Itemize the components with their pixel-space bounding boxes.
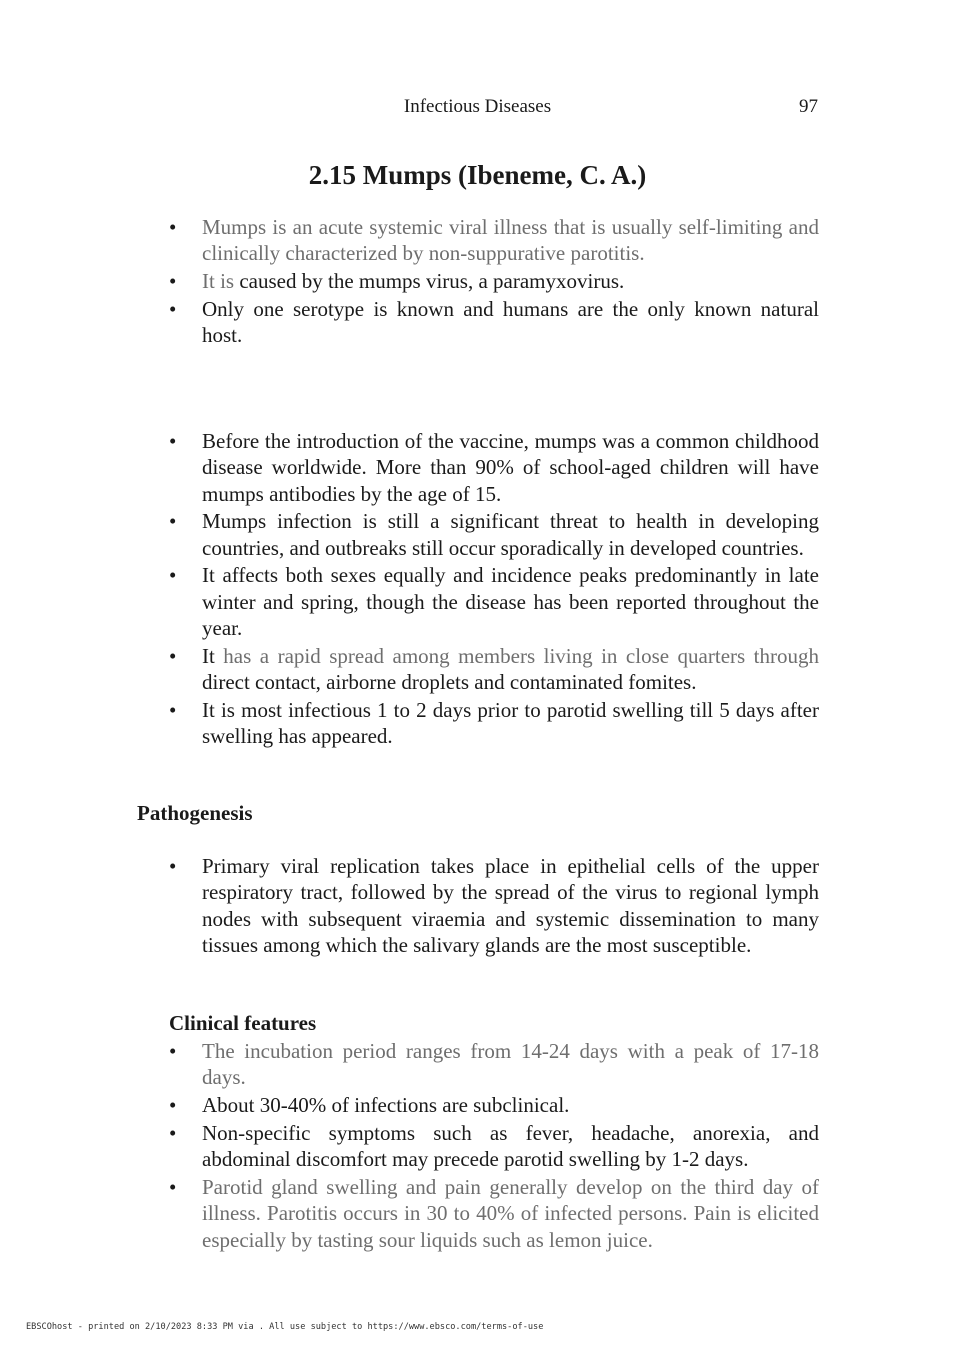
bullet-icon: • [169,1174,177,1199]
bullet-icon: • [169,509,177,534]
list-item [169,1092,819,1118]
list-item-text-faded: has a rapid spread among members living in close quarters through [214,643,819,668]
bullet-icon: • [169,215,177,239]
bullet-icon: • [169,296,177,321]
list-item-text: Non-specific symptoms such as fever, headache, anorexia, and abdominal discomfort may precede parotid swelling by 1-2 days. [202,1120,819,1172]
list-item [169,562,819,641]
bullet-icon: • [169,1093,177,1118]
bullet-icon: • [169,429,177,453]
page-number: 97 [799,96,818,117]
section-heading-pathogenesis: Pathogenesis [137,801,253,825]
list-item-text: About 30-40% of infections are subclinical. [202,1093,570,1118]
list-item [169,1174,819,1253]
section-heading-clinical-features: Clinical features [169,1011,317,1035]
list-item-text: Mumps infection is still a significant threat to health in developing countries, and outbreaks still occur sporadically in developed countries. [202,509,819,560]
pathogenesis-list [169,853,819,960]
list-item-text: It [202,643,215,668]
clinical-features-list [169,1038,819,1254]
list-item-text: Parotid gland swelling and pain generally develop on the third day of illness. Parotitis occurs in 30 to 40% of infected persons. Pain is elicited especially by tasting sour liquids such as lemon juice. [202,1174,819,1252]
list-item-text: The incubation period ranges from 14-24 days with a peak of 17-18 days. [202,1039,819,1090]
list-item-text: Before the introduction of the vaccine, mumps was a common childhood disease worldwide. More than 90% of school-aged children will have mumps antibodies by the age of 15. [202,429,819,506]
list-item-text: caused by the mumps virus, a paramyxovirus. [234,269,625,294]
list-item-text: Mumps is an acute systemic viral illness that is usually self-limiting and clinically characterized by non-suppurative parotitis. [202,215,819,266]
bullet-icon: • [169,697,177,722]
list-item [169,697,819,750]
bullet-icon: • [169,643,177,668]
chapter-title: 2.15 Mumps (Ibeneme, C. A.) [308,160,647,190]
bullet-icon: • [169,854,177,878]
bullet-icon: • [169,269,177,294]
list-item [169,296,819,349]
running-head [0,96,955,122]
list-item [169,508,819,561]
running-title: Infectious Diseases [403,96,552,117]
list-item [169,1120,819,1173]
ebsco-footer: EBSCOhost - printed on 2/10/2023 8:33 PM via . All use subject to https://www.ebsco.com/terms-of-use [26,1322,544,1332]
list-item [169,428,819,507]
list-item-text: Only one serotype is known and humans are the only known natural host. [202,296,819,348]
intro-list [169,214,819,350]
list-item-text: Primary viral replication takes place in epithelial cells of the upper respiratory tract, followed by the spread of the virus to regional lymph nodes with subsequent viraemia and systemic dissemination to many tissues among which the salivary glands are the most susceptible. [202,854,819,957]
list-item-text: It is most infectious 1 to 2 days prior to parotid swelling till 5 days after swelling has appeared. [202,697,819,749]
list-item-text-faded: It is [202,269,235,294]
bullet-icon: • [169,563,177,588]
list-item [169,214,819,267]
list-item [169,853,819,958]
list-item-text: It affects both sexes equally and incidence peaks predominantly in late winter and spring, though the disease has been reported throughout the year. [202,563,819,641]
list-item [169,1038,819,1091]
bullet-icon: • [169,1039,177,1063]
list-item [169,268,819,294]
list-item-text: direct contact, airborne droplets and contaminated fomites. [202,670,697,695]
list-item [169,643,819,696]
bullet-icon: • [169,1120,177,1145]
epidemiology-list [169,428,819,751]
